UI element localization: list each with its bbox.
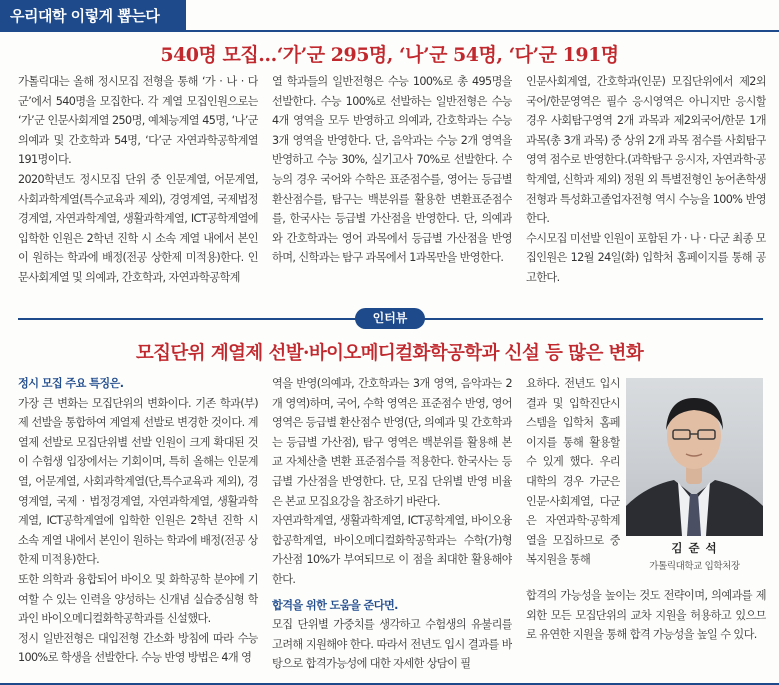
- interview-column-2: [272, 374, 512, 680]
- interview-column-1: [18, 374, 258, 680]
- paragraph: 정시 일반전형은 대입전형 간소화 방침에 따라 수능 100%로 학생을 선발한다. 수능 반영 방법은 4개 영: [18, 631, 258, 665]
- interviewee-name: 김 준 석: [671, 541, 718, 555]
- interviewee-photo: [626, 378, 763, 536]
- interview-column-3-narrow: [526, 374, 620, 584]
- interview-badge: 인터뷰: [355, 308, 425, 329]
- paragraph: 가장 큰 변화는 모집단위의 변화이다. 기존 학과(부)제 선발을 통합하여 계열제 선발로 변경한 것이다. 계열제 선발로 모집단위별 선발 인원이 크게 확대된 것이 수험생 입장에서는 기회이며, 특히 올해는 인문계열, 어문계열, 사회과학계열(단,특수교육과 제외), 경영계열, 국제 · 법정경계열, 자연과학계열, 생활과학계열, ICT공학계열에 입학한 인원은 2학년 진학 시 소속 계열 내에서 본인이 원하는 학과에 배정(전공 상한제 미적용)한다.: [18, 396, 258, 567]
- section-tab: 우리대학 이렇게 뽑는다: [0, 0, 186, 32]
- paragraph: 수시모집 미선발 인원이 포함된 가 · 나 · 다군 최종 모집인원은 12월 24일(화) 입학처 홈페이지를 통해 공고한다.: [526, 231, 766, 284]
- question-heading: 합격을 위한 도움을 준다면.: [272, 598, 398, 612]
- interview-headline: 모집단위 계열제 선발·바이오메디컬화학공학과 신설 등 많은 변화: [135, 343, 644, 364]
- paragraph: 인문사회계열, 간호학과(인문) 모집단위에서 제2외국어/한문영역은 필수 응시영역은 아니지만 응시할 경우 사회탐구영역 2개 과목과 제2외국어/한문 1개 과목(총 3개 과목) 중 상위 2개 과목 점수를 사회탐구영역 점수로 반영한다.(과학탐구 응시자, 자연과학·공학계열, 신학과 제외) 정원 외 특별전형인 농어촌학생전형과 특성화고졸업자전형 역시 수능을 100% 반영한다.: [526, 75, 766, 226]
- interview-column-3-wide: [526, 586, 766, 682]
- article-column-3: [526, 72, 766, 302]
- headline: 540명 모집…‘가’군 295명, ‘나’군 54명, ‘다’군 191명: [160, 44, 619, 66]
- portrait-illustration: [626, 378, 763, 536]
- paragraph: 또한 의학과 융합되어 바이오 및 화학공학 분야에 기여할 수 있는 인력을 양성하는 신개념 실습중심형 학과인 바이오메디컬화학공학과를 신설했다.: [18, 572, 258, 626]
- paragraph: 2020학년도 정시모집 단위 중 인문계열, 어문계열, 사회과학계열(특수교육과 제외), 경영계열, 국제법정경계열, 자연과학계열, 생활과학계열, ICT공학계열에 입학한 인원은 2학년 진학 시 소속 계열 내에서 본인이 원하는 학과에 배정(전공 상한제 미적용)한다. 인문사회계열 및 의예과, 간호학과, 자연과학공학계: [18, 172, 258, 284]
- photo-caption: [626, 540, 763, 572]
- paragraph: 열 학과들의 일반전형은 수능 100%로 총 495명을 선발한다. 수능 100%로 선발하는 일반전형은 수능 4개 영역을 모두 반영하고 의예과, 간호학과는 수능 3개 영역을 반영한다. 단, 음악과는 수능 2개 영역을 반영하고 수능 30%, 실기고사 70%로 선발한다. 수능의 경우 국어와 수학은 표준점수를, 영어는 등급별 환산점수를, 탐구는 백분위를 활용한 변환표준점수를, 한국사는 등급별 가산점을 반영한다. 단, 의예과와 간호학과는 영어 과목에서 등급별 가산점을 반영하며, 신학과는 탐구 과목에서 1과목만을 반영한다.: [272, 75, 512, 265]
- interviewee-role: 가톨릭대학교 입학처장: [649, 561, 740, 572]
- top-rule: [0, 30, 779, 32]
- paragraph: 요하다. 전년도 입시결과 및 입학진단시스템을 입학처 홈페이지를 통해 활용할 수 있게 했다. 우리 대학의 경우 가군은 인문·사회계열, 다군은 자연과학·공학계열을 모집하므로 중복지원을 통해: [526, 377, 620, 567]
- paragraph: 합격의 가능성을 높이는 것도 전략이며, 의예과를 제외한 모든 모집단위의 교차 지원을 허용하고 있으므로 유연한 지원을 통해 합격 가능성을 높일 수 있다.: [526, 589, 766, 642]
- paragraph: 모집 단위별 가중치를 생각하고 수험생의 유불리를 고려해 지원해야 한다. 따라서 전년도 입시 결과를 바탕으로 합격가능성에 대한 자세한 상담이 필: [272, 618, 512, 671]
- article-column-2: [272, 72, 512, 302]
- paragraph: 역을 반영(의예과, 간호학과는 3개 영역, 음악과는 2개 영역)하며, 국어, 수학 영역은 표준점수 반영, 영어 영역은 등급별 환산점수 반영(단, 의예과 및 간호학과는 등급별 가산점), 탐구 영역은 백분위를 활용해 본교 자체산출 변환 표준점수를 적용한다. 한국사는 등급별 가산점을 반영한다. 단, 모집 단위별 반영 비율은 본교 모집요강을 참조하기 바란다.: [272, 377, 512, 508]
- article-column-1: [18, 72, 258, 302]
- paragraph: 가톨릭대는 올해 정시모집 전형을 통해 ‘가 · 나 · 다군’에서 540명을 모집한다. 각 계열 모집인원으로는 ‘가’군 인문사회계열 250명, 예체능계열 45명, ‘나’군 의예과 및 간호학과 54명, ‘다’군 자연과학공학계열 191명이다.: [18, 75, 258, 167]
- question-heading: 정시 모집 주요 특징은.: [18, 377, 124, 390]
- paragraph: 자연과학계열, 생활과학계열, ICT공학계열, 바이오융합공학계열, 바이오메디컬화학공학과는 수학(가)형 가산점 10%가 부여되므로 이 점을 최대한 활용해야 한다.: [272, 514, 512, 586]
